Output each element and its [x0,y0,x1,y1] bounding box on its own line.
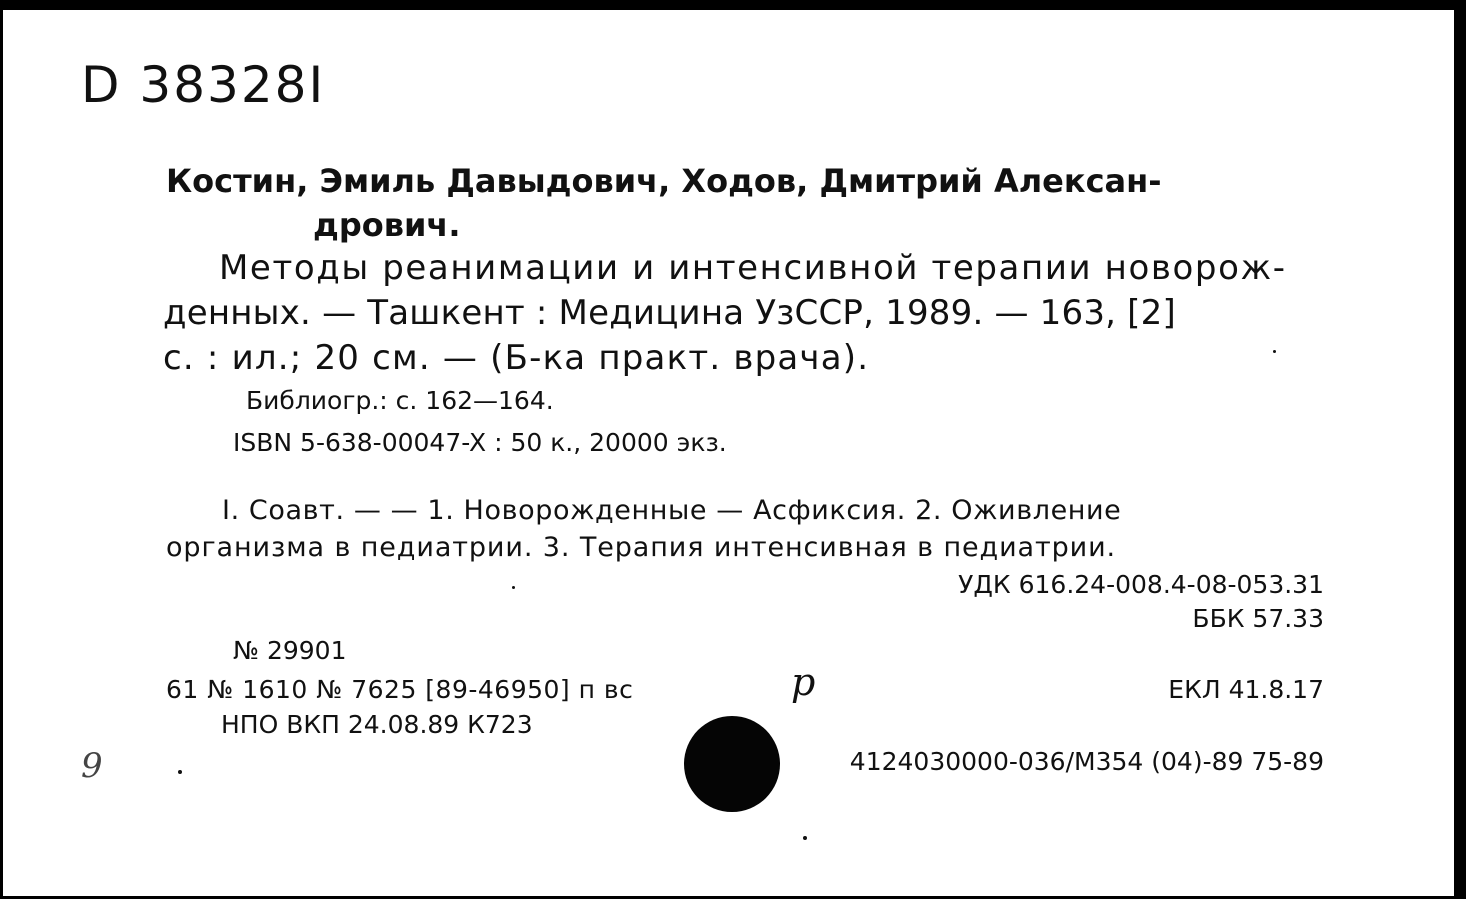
shelf-mark: D 38328I [81,56,326,114]
ekl-code: ЕКЛ 41.8.17 [1168,675,1324,704]
publication-code: 4124030000-036/М354 (04)-89 75-89 [849,747,1324,776]
title-line-2: денных. — Ташкент : Медицина УзССР, 1989. — 163, [2] [163,293,1176,333]
print-info-line: 61 № 1610 № 7625 [89-46950] п вс [166,675,634,704]
authors-line-1 [166,162,1338,200]
authors-line-2: дрович. [313,206,461,244]
punch-hole [684,716,780,812]
handwritten-mark: р [791,660,816,704]
authors-line-1-text [166,162,1338,200]
isbn-line: ISBN 5-638-00047-X : 50 к., 20000 экз. [233,428,727,457]
title-line-3: с. : ил.; 20 см. — (Б-ка практ. врача). [163,338,870,378]
authors-text: Костин, Эмиль Давыдович, Ходов, Дмитрий Алексан- [166,162,1162,200]
title-line-1: Методы реанимации и интенсивной терапии новорож- [219,248,1287,288]
card-number: № 29901 [233,636,347,665]
speck-mark [512,586,515,589]
bibliography-note: Библиогр.: с. 162—164. [246,386,554,415]
bbk-code: ББК 57.33 [1192,604,1324,633]
speck-mark [178,770,182,774]
speck-mark [803,836,807,840]
speck-mark [1273,350,1276,353]
npo-line: НПО ВКП 24.08.89 К723 [221,710,533,739]
udk-code: УДК 616.24-008.4-08-053.31 [958,570,1324,599]
tracing-line-2: организма в педиатрии. 3. Терапия интенсивная в педиатрии. [166,532,1117,563]
handwritten-margin-note: 9 [81,746,103,786]
tracing-line-1: I. Соавт. — — 1. Новорожденные — Асфиксия. 2. Оживление [222,495,1122,526]
